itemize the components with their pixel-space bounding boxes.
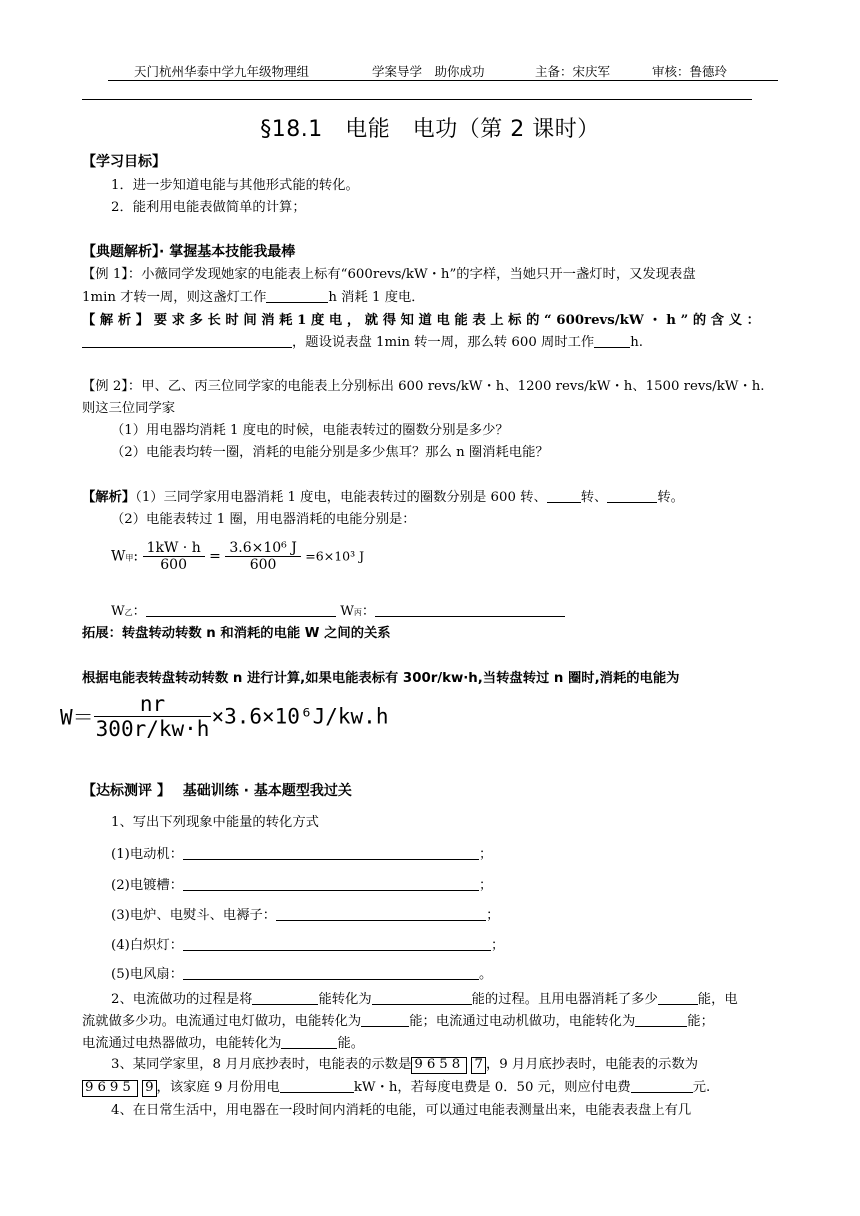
analysis1-text: ，题设说表盘 1min 转一周，那么转 600 周时工作 xyxy=(292,335,595,350)
q3-text: ，该家庭 9 月份用电 xyxy=(156,1080,280,1095)
example1-text: 1min 才转一周，则这盏灯工作 xyxy=(82,290,267,305)
blank xyxy=(547,489,581,503)
header-school: 天门杭州华泰中学九年级物理组 xyxy=(134,64,310,79)
blank xyxy=(372,991,472,1005)
blank xyxy=(183,877,479,891)
blank xyxy=(183,966,479,980)
header-motto: 学案导学 助你成功 xyxy=(372,64,485,79)
formula-denominator: 300r/kw·h xyxy=(95,717,210,741)
w-symbol: W xyxy=(340,604,354,619)
blank xyxy=(146,603,336,617)
q3-text: ，9 月月底抄表时，电能表的示数为 xyxy=(485,1057,699,1072)
header-rule xyxy=(108,80,778,81)
question-3 xyxy=(111,1053,698,1074)
fraction-kwh xyxy=(143,540,205,573)
header-reviewer: 审核：鲁德玲 xyxy=(652,64,728,79)
analysis2-label: 【解析】 xyxy=(82,490,136,505)
meter-reading-august: 9658 xyxy=(411,1057,467,1074)
energy-formula xyxy=(60,692,388,741)
blank xyxy=(280,1079,354,1093)
q1-item: (2)电镀槽： ； xyxy=(111,878,493,893)
question-4: 4、在日常生活中，用电器在一段时间内消耗的电能，可以通过电能表测量出来，电能表表盘上有几 xyxy=(111,1103,692,1118)
formula-w: W＝ xyxy=(60,705,94,730)
analysis2-text: 转。 xyxy=(657,490,684,505)
blank xyxy=(607,489,657,503)
formula-numerator: nr xyxy=(94,692,212,717)
analysis2-text: 转、 xyxy=(580,490,608,505)
blank xyxy=(281,1035,337,1049)
blank xyxy=(276,907,486,921)
header-rule-2 xyxy=(82,99,752,100)
formula-fraction xyxy=(94,692,212,741)
q2-text: 2、电流做功的过程是将 xyxy=(111,992,253,1007)
meter-decimal-september: 9 xyxy=(142,1080,156,1097)
analysis1-line xyxy=(82,309,760,328)
blank xyxy=(82,334,292,348)
q2-text: 能； xyxy=(687,1014,714,1029)
example2-line: 【例 2】：甲、乙、丙三位同学家的电能表上分别标出 600 revs/kW・h、1200 revs/kW・h、1500 revs/kW・h. xyxy=(82,379,765,394)
rule-line: 根据电能表转盘转动转数 n 进行计算,如果电能表标有 300r/kw·h,当转盘转过 n 圈时,消耗的电能为 xyxy=(82,671,680,686)
question-2 xyxy=(111,988,738,1007)
blank xyxy=(658,991,698,1005)
q1-item-label: (1)电动机： xyxy=(111,847,184,862)
q1-item: (3)电炉、电熨斗、电褥子： ； xyxy=(111,908,500,923)
examples-heading: 【典题解析】· 掌握基本技能我最棒 xyxy=(82,244,296,260)
q1-item-label: (3)电炉、电熨斗、电褥子： xyxy=(111,908,277,923)
example1-line xyxy=(82,286,425,305)
w-sub-jia: 甲 xyxy=(125,553,134,563)
w-yi-bing-line: W乙： W丙： xyxy=(111,600,565,619)
q3-text: kW・h，若每度电费是 0．50 元，则应付电费 xyxy=(353,1080,631,1095)
blank xyxy=(183,937,491,951)
analysis2-line xyxy=(82,486,684,505)
question-3-line xyxy=(82,1076,710,1097)
page-title: §18.1 电能 电功（第 2 课时） xyxy=(260,117,600,142)
analysis1-line xyxy=(82,331,643,350)
q1-item-label: (4)白炽灯： xyxy=(111,938,184,953)
meter-reading-september: 9695 xyxy=(82,1080,138,1097)
example2-line: 则这三位同学家 xyxy=(82,401,176,416)
fraction-joule xyxy=(225,540,300,573)
question-2-line xyxy=(82,1010,714,1029)
analysis2-text: （1）三同学家用电器消耗 1 度电，电能表转过的圈数分别是 600 转、 xyxy=(135,490,547,505)
goals-heading: 【学习目标】 xyxy=(82,154,166,170)
blank xyxy=(375,603,565,617)
blank xyxy=(266,289,328,303)
example2-question: （1）用电器均消耗 1 度电的时候，电能表转过的圈数分别是多少？ xyxy=(111,423,509,438)
w-symbol: W xyxy=(111,604,125,619)
fraction-denominator: 600 xyxy=(160,557,187,573)
q1-item: (4)白炽灯： ； xyxy=(111,938,505,953)
w-sub-bing: 丙 xyxy=(353,608,362,617)
fraction-denominator: 600 xyxy=(249,557,277,573)
fraction-numerator: 1kW · h xyxy=(143,540,205,557)
q3-text: 元. xyxy=(692,1080,711,1095)
goal-item: 2．能利用电能表做简单的计算； xyxy=(111,200,306,215)
blank xyxy=(361,1013,409,1027)
blank xyxy=(252,991,318,1005)
blank xyxy=(635,1013,687,1027)
test-heading: 【达标测评 】 基础训练 · 基本题型我过关 xyxy=(82,783,352,799)
q3-text: 3、某同学家里，8 月月底抄表时，电能表的示数是 xyxy=(111,1057,412,1072)
analysis2-line: （2）电能表转过 1 圈，用电器消耗的电能分别是： xyxy=(111,512,416,527)
example2-question: （2）电能表均转一圈，消耗的电能分别是多少焦耳？那么 n 圈消耗电能？ xyxy=(111,445,549,460)
q1-item-label: (2)电镀槽： xyxy=(111,878,184,893)
goal-item: 1．进一步知道电能与其他形式能的转化。 xyxy=(111,178,359,193)
question-2-line xyxy=(82,1032,364,1051)
q2-text: 能，电 xyxy=(697,992,738,1007)
analysis1-text: 【 解 析 】 要 求 多 长 时 间 消 耗 1 度 电 ， 就 得 知 道 电 能 表 上 标 的 “ 600revs/kW ・ h ” 的 含 义 ： xyxy=(82,313,760,328)
q2-text: 电流通过电热器做功，电能转化为 xyxy=(82,1036,282,1051)
analysis1-text: h. xyxy=(630,335,644,350)
example1-text: h 消耗 1 度电． xyxy=(328,290,425,305)
blank xyxy=(594,334,630,348)
q2-text: 能的过程。且用电器消耗了多少 xyxy=(471,992,658,1007)
question-1: 1、写出下列现象中能量的转化方式 xyxy=(111,815,319,830)
q2-text: 能转化为 xyxy=(318,992,372,1007)
q2-text: 能；电流通过电动机做功，电能转化为 xyxy=(409,1014,636,1029)
q2-text: 能。 xyxy=(337,1036,365,1051)
meter-decimal-august: 7 xyxy=(471,1057,485,1074)
w-symbol: W xyxy=(111,548,126,565)
extension-line: 拓展：转盘转动转数 n 和消耗的电能 W 之间的关系 xyxy=(82,626,391,641)
formula-rest: ×3.6×10⁶J/kw.h xyxy=(211,704,389,729)
w-result: =6×10³ J xyxy=(305,548,365,564)
blank xyxy=(183,846,479,860)
w-sub-yi: 乙 xyxy=(124,608,133,617)
fraction-numerator: 3.6×10⁶ J xyxy=(225,540,300,557)
w-jia-formula: W甲: $\frac{1kW \cdot h}{600}$ = $\frac{\text{3.6×10⁶ J}}{600}$ =6×10³ J xyxy=(111,540,365,573)
header-editor: 主备：宋庆军 xyxy=(535,64,611,79)
blank xyxy=(631,1079,693,1093)
example1-line: 【例 1】：小薇同学发现她家的电能表上标有“600revs/kW・h”的字样，当她只开一盏灯时，又发现表盘 xyxy=(82,267,696,282)
q1-item-label: (5)电风扇： xyxy=(111,967,184,982)
q1-item: (1)电动机： ； xyxy=(111,847,493,862)
q1-item: (5)电风扇： 。 xyxy=(111,967,493,982)
q2-text: 流就做多少功。电流通过电灯做功，电能转化为 xyxy=(82,1014,362,1029)
